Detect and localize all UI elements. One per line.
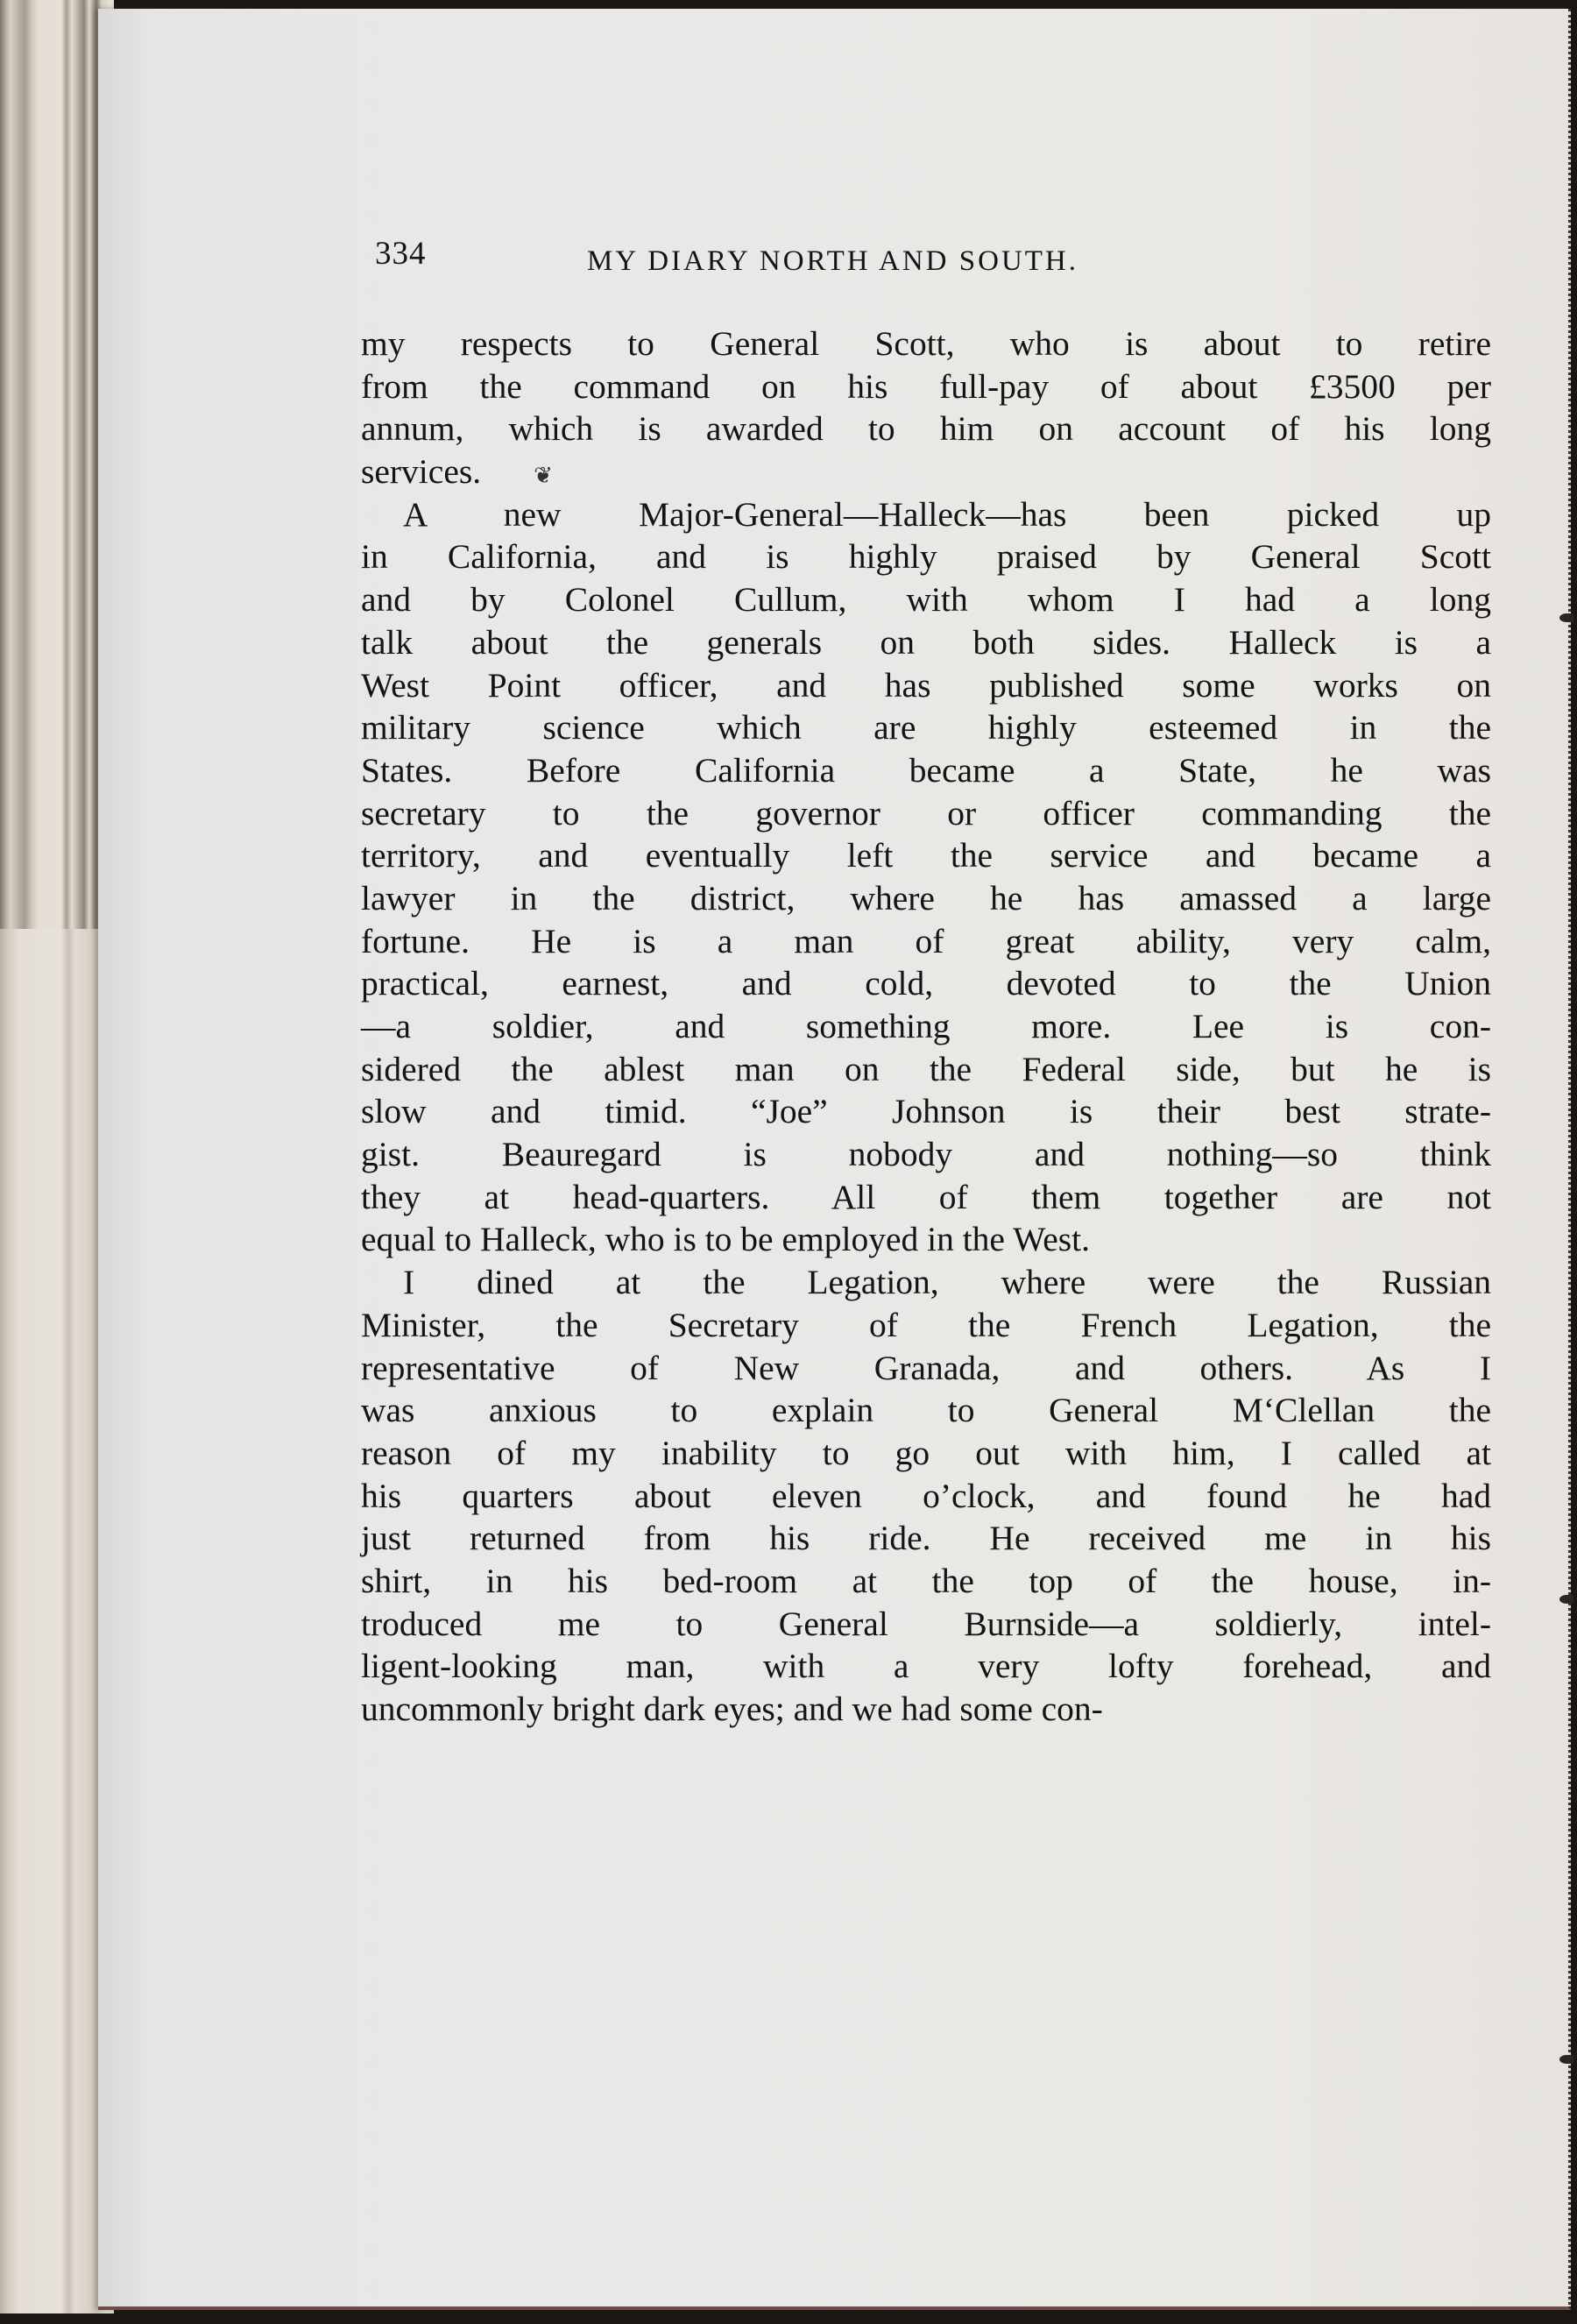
text-line [361,877,1491,920]
text-line-content: just returned from his ride. He received me in his [361,1519,1491,1558]
text-line-content: representative of New Granada, and others. As I [361,1348,1491,1387]
text-line-content: military science which are highly esteemed in the [361,708,1491,748]
text-line-content: in California, and is highly praised by General Scott [361,537,1491,577]
text-line [361,621,1491,664]
text-line [361,706,1491,749]
text-line-content: his quarters about eleven o’clock, and found he had [361,1476,1491,1515]
text-line-content: Minister, the Secretary of the French Legation, the [361,1305,1491,1344]
text-line-content: uncommonly bright dark eyes; and we had some con- [361,1690,1103,1728]
text-line-content: ligent-looking man, with a very lofty forehead, and [361,1647,1491,1686]
text-line-content: —a soldier, and something more. Lee is con- [361,1007,1491,1045]
text-line-content: annum, which is awarded to him on account of his long [361,409,1491,449]
text-line [361,792,1491,835]
text-line [361,1176,1491,1219]
page-number: 334 [375,236,427,272]
text-line [361,1475,1491,1518]
text-line-content: A new Major-General—Halleck—has been picked up [403,494,1491,534]
text-line [361,834,1491,877]
text-line [361,1005,1491,1048]
text-line [361,1603,1491,1646]
text-line [361,1517,1491,1560]
text-line-content: I dined at the Legation, where were the Russian [403,1263,1491,1302]
paragraph [361,493,1491,1261]
text-line-content: and by Colonel Cullum, with whom I had a long [361,580,1491,620]
text-line-content: from the command on his full-pay of about £3500 per [361,366,1491,406]
text-line [361,1218,1491,1261]
text-line [361,1347,1491,1390]
text-line-content: fortune. He is a man of great ability, very calm, [361,921,1491,960]
text-line [361,1389,1491,1432]
text-line-content: troduced me to General Burnside—a soldierly, intel- [361,1604,1491,1643]
paragraph [361,322,1491,493]
text-line [361,1090,1491,1133]
text-line [361,962,1491,1005]
text-line-content: slow and timid. “Joe” Johnson is their best strate- [361,1092,1491,1131]
stray-ink-mark: ❦ [534,463,553,489]
text-line [361,493,1491,536]
paragraph [361,1261,1491,1731]
text-line-content: territory, and eventually left the service and became a [361,836,1491,875]
text-line [361,1133,1491,1176]
text-line-content: West Point officer, and has published some works on [361,665,1491,705]
text-line-content: practical, earnest, and cold, devoted to the Union [361,964,1491,1003]
text-line-content: services. [361,452,482,492]
text-line [361,1304,1491,1347]
page-edge-nick [1559,1595,1573,1604]
running-title: MY DIARY NORTH AND SOUTH. [587,245,1079,277]
text-line-content: they at head-quarters. All of them together are not [361,1177,1491,1216]
page-edges-stack-lower [0,929,114,2313]
text-line-content: talk about the generals on both sides. Halleck is a [361,622,1491,662]
page-edge-nick [1559,613,1573,622]
text-line [361,1560,1491,1603]
text-line [361,322,1491,365]
text-line-content: gist. Beauregard is nobody and nothing—so think [361,1135,1491,1174]
text-line-content: was anxious to explain to General M‘Clellan the [361,1391,1491,1430]
running-head [350,235,1507,305]
text-line-content: States. Before California became a State, he was [361,750,1491,790]
text-line-content: shirt, in his bed-room at the top of the house, in- [361,1561,1491,1600]
text-line [361,1432,1491,1475]
text-line [361,365,1491,408]
body-text [361,322,1491,1731]
text-line-content: reason of my inability to go out with him, I called at [361,1433,1491,1472]
text-line [361,578,1491,621]
text-block [350,235,1507,1728]
text-line-content: lawyer in the district, where he has amassed a large [361,878,1491,918]
text-line [361,749,1491,792]
text-line [361,920,1491,963]
text-line-content: secretary to the governor or officer commanding the [361,793,1491,833]
text-line [361,1261,1491,1304]
text-line [361,450,1491,493]
text-line-content: my respects to General Scott, who is about to retire [361,324,1491,363]
text-line [361,664,1491,707]
page-edge-nick [1559,2055,1573,2064]
text-line [361,1688,1491,1731]
text-line-content: equal to Halleck, who is to be employed in the West. [361,1220,1090,1259]
text-line [361,1645,1491,1688]
text-line [361,407,1491,450]
text-line [361,535,1491,578]
text-line-content: sidered the ablest man on the Federal side, but he is [361,1049,1491,1088]
text-line [361,1048,1491,1091]
